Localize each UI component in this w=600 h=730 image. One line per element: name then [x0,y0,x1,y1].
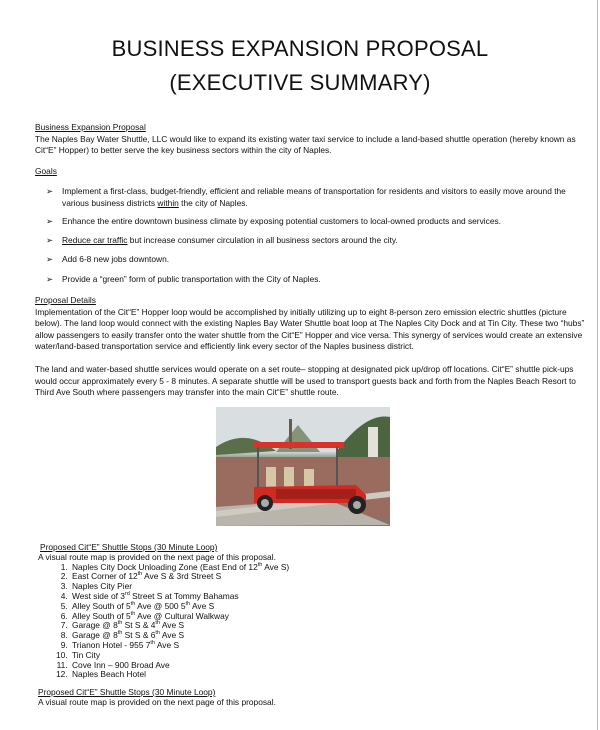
stop-item: 1. Naples City Dock Unloading Zone (East End of 12th Ave S) [70,563,289,573]
details-paragraph: The land and water-based shuttle services would operate on a set route– stopping at designated pick up/drop off locations. Cit“E” shuttle pick-ups would occur approximately every 5 - 8 minutes. A separate shuttle will be used to transport guests back and forth from the Naples Beach Resort to Third Ave South where passengers may transfer into the main Cit“E” shuttle route. [35,363,576,398]
stop-item: 12. Naples Beach Hotel [70,670,289,680]
stop-item: 4. West side of 3rd Street S at Tommy Bahamas [70,592,289,602]
stop-item: 8. Garage @ 8th St S & 6th Ave S [70,631,289,641]
stops-note: A visual route map is provided on the next page of this proposal. [38,696,276,707]
arrow-bullet-icon: ➢ [46,235,54,245]
arrow-bullet-icon: ➢ [46,186,54,196]
document-title: BUSINESS EXPANSION PROPOSAL [111,36,489,61]
details-paragraph: Implementation of the Cit“E” Hopper loop would be accomplished by initially utilizing up to eight 8-person zero emission electric shuttles (picture below). The land loop would connect with the existing Naples Bay Water Shuttle boat loop at The Naples City Dock and at Tin City. These two “hubs” allow passengers to easily transfer onto the water shuttle from the Cit“E” Hopper and vice versa. This synergy of services would create an extensive water/land-based transportation service and efficiently link every sector of the Naples business district. [35,306,585,352]
page-edge [597,0,598,730]
stop-item: 9. Trianon Hotel - 955 7th Ave S [70,641,289,651]
stops-note: A visual route map is provided on the next page of this proposal. [38,551,276,562]
stop-item: 7. Garage @ 8th St S & 4th Ave S [70,621,289,631]
arrow-bullet-icon: ➢ [46,254,54,264]
stop-item: 2. East Corner of 12th Ave S & 3rd Street S [70,572,289,582]
details-section [35,295,590,399]
stop-item: 10. Tin City [70,651,289,661]
shuttle-photo [216,407,390,526]
goals-heading: Goals [35,166,57,176]
intro-text: The Naples Bay Water Shuttle, LLC would like to expand its existing water taxi service to include a land-based shuttle operation (hereby known as Cit“E” Hopper) to better serve the key business sectors within the city of Naples. [35,133,576,156]
shuttle-stops-section [40,543,289,680]
shuttle-stops-repeat [38,688,276,708]
stops-list [40,563,289,681]
stop-item: 5. Alley South of 5th Ave @ 500 5th Ave S [70,602,289,612]
stop-item: 6. Alley South of 5th Ave @ Cultural Walkway [70,612,289,622]
stops-heading: Proposed Cit“E” Shuttle Stops (30 Minute Loop) [40,542,218,552]
stops-heading: Proposed Cit“E” Shuttle Stops (30 Minute Loop) [38,687,216,697]
intro-heading: Business Expansion Proposal [35,122,146,132]
goal-item: ➢ Enhance the entire downtown business climate by exposing potential customers to local-owned products and services. [46,216,502,226]
document-subtitle: (EXECUTIVE SUMMARY) [169,70,431,95]
goal-item: ➢ Provide a “green” form of public transportation with the City of Naples. [46,274,321,284]
goal-item: ➢ Implement a first-class, budget-friendly, efficient and reliable means of transportation for residents and visitors to easily move around the various business districts within the city of Naples. [46,186,566,208]
arrow-bullet-icon: ➢ [46,274,54,284]
arrow-bullet-icon: ➢ [46,216,54,226]
goal-item: ➢ Reduce car traffic but increase consumer circulation in all business sectors around the city. [46,235,398,245]
stop-item: 3. Naples City Pier [70,582,289,592]
intro-section [35,122,590,157]
stop-item: 11. Cove Inn – 900 Broad Ave [70,661,289,671]
details-heading: Proposal Details [35,295,96,305]
goal-item: ➢ Add 6-8 new jobs downtown. [46,254,170,264]
